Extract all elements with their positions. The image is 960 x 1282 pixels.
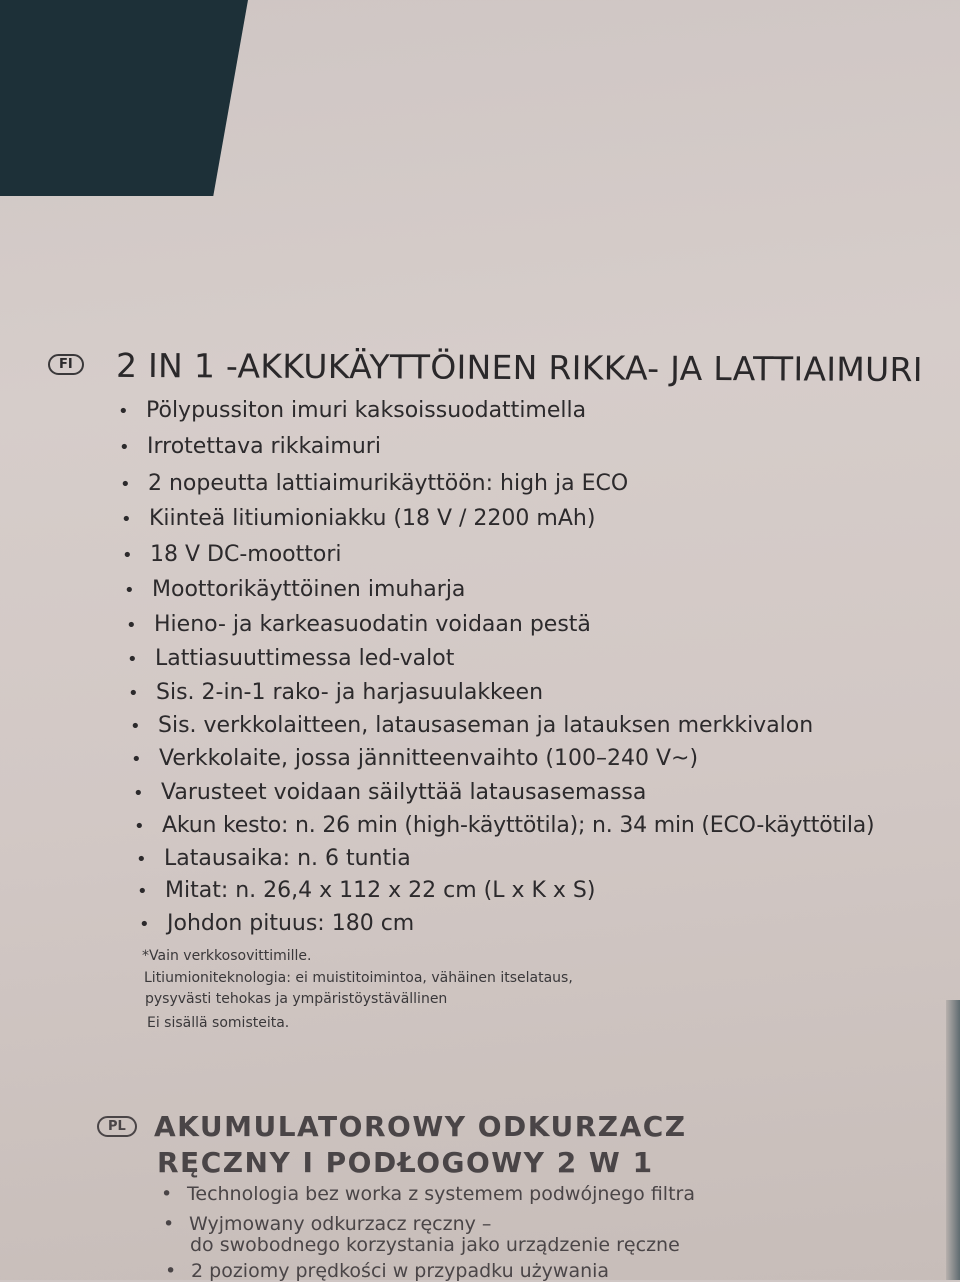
- fi-bullet-5: • 18 V DC-moottori: [122, 542, 342, 567]
- fi-note-lithium: Litiumioniteknologia: ei muistitoimintoa, vähäinen itselataus,: [144, 970, 573, 986]
- fi-bullet-10: • Sis. verkkolaitteen, latausaseman ja latauksen merkkivalon: [130, 713, 814, 738]
- bullet-dot: •: [161, 1183, 173, 1205]
- bullet-dot: •: [163, 1213, 175, 1235]
- fi-title: 2 IN 1 -AKKUKÄYTTÖINEN RIKKA- JA LATTIAIMURI: [115, 345, 923, 390]
- fi-bullet-9: • Sis. 2-in-1 rako- ja harjasuulakkeen: [128, 680, 544, 705]
- bullet-dot: •: [121, 509, 132, 530]
- bullet-dot: •: [134, 816, 145, 837]
- pl-bullet-3: • 2 poziomy prędkości w przypadku używania: [165, 1260, 610, 1282]
- bullet-dot: •: [119, 437, 130, 458]
- fi-bullet-15: • Mitat: n. 26,4 x 112 x 22 cm (L x K x S): [137, 878, 596, 903]
- fi-bullet-4: • Kiinteä litiumioniakku (18 V / 2200 mAh): [121, 506, 596, 531]
- bullet-dot: •: [136, 849, 147, 870]
- bullet-dot: •: [165, 1260, 177, 1282]
- bullet-dot: •: [120, 474, 131, 495]
- bullet-dot: •: [139, 914, 150, 935]
- fi-note-no-decor: Ei sisällä somisteita.: [147, 1015, 290, 1031]
- pl-language-badge: PL: [97, 1116, 137, 1137]
- fi-bullet-8: • Lattiasuuttimessa led-valot: [127, 646, 455, 671]
- bullet-dot: •: [133, 783, 144, 804]
- dark-box-corner: [0, 0, 248, 196]
- fi-language-badge: FI: [48, 354, 84, 375]
- bullet-dot: •: [122, 545, 133, 566]
- fi-bullet-11: • Verkkolaite, jossa jännitteenvaihto (100–240 V~): [131, 746, 699, 771]
- bullet-dot: •: [130, 716, 141, 737]
- box-edge-shadow: [946, 1000, 960, 1280]
- bullet-dot: •: [126, 615, 137, 636]
- fi-bullet-12: • Varusteet voidaan säilyttää latausasemassa: [133, 780, 647, 805]
- pl-title-line-2: RĘCZNY I PODŁOGOWY 2 W 1: [157, 1146, 654, 1179]
- bullet-dot: •: [124, 580, 135, 601]
- fi-bullet-3: • 2 nopeutta lattiaimurikäyttöön: high ja ECO: [120, 471, 629, 496]
- fi-bullet-14: • Latausaika: n. 6 tuntia: [136, 846, 411, 871]
- fi-bullet-16: • Johdon pituus: 180 cm: [139, 911, 415, 936]
- pl-bullet-2-cont: do swobodnego korzystania jako urządzenie ręczne: [190, 1234, 680, 1256]
- pl-bullet-2: • Wyjmowany odkurzacz ręczny –: [163, 1213, 492, 1235]
- fi-bullet-13: • Akun kesto: n. 26 min (high-käyttötila); n. 34 min (ECO-käyttötila): [134, 813, 875, 838]
- fi-bullet-1: • Pölypussiton imuri kaksoissuodattimella: [118, 398, 587, 423]
- bullet-dot: •: [137, 881, 148, 902]
- pl-title-line-1: AKUMULATOROWY ODKURZACZ: [154, 1110, 687, 1143]
- fi-bullet-6: • Moottorikäyttöinen imuharja: [124, 577, 466, 602]
- fi-note-footnote: *Vain verkkosovittimille.: [142, 948, 312, 964]
- bullet-dot: •: [118, 401, 129, 422]
- bullet-dot: •: [131, 749, 142, 770]
- fi-note-lithium-cont: pysyvästi tehokas ja ympäristöystävällinen: [145, 991, 448, 1007]
- bullet-dot: •: [127, 649, 138, 670]
- fi-bullet-7: • Hieno- ja karkeasuodatin voidaan pestä: [126, 612, 591, 637]
- fi-bullet-2: • Irrotettava rikkaimuri: [119, 434, 381, 459]
- pl-bullet-1: • Technologia bez worka z systemem podwójnego filtra: [161, 1183, 695, 1205]
- bullet-dot: •: [128, 683, 139, 704]
